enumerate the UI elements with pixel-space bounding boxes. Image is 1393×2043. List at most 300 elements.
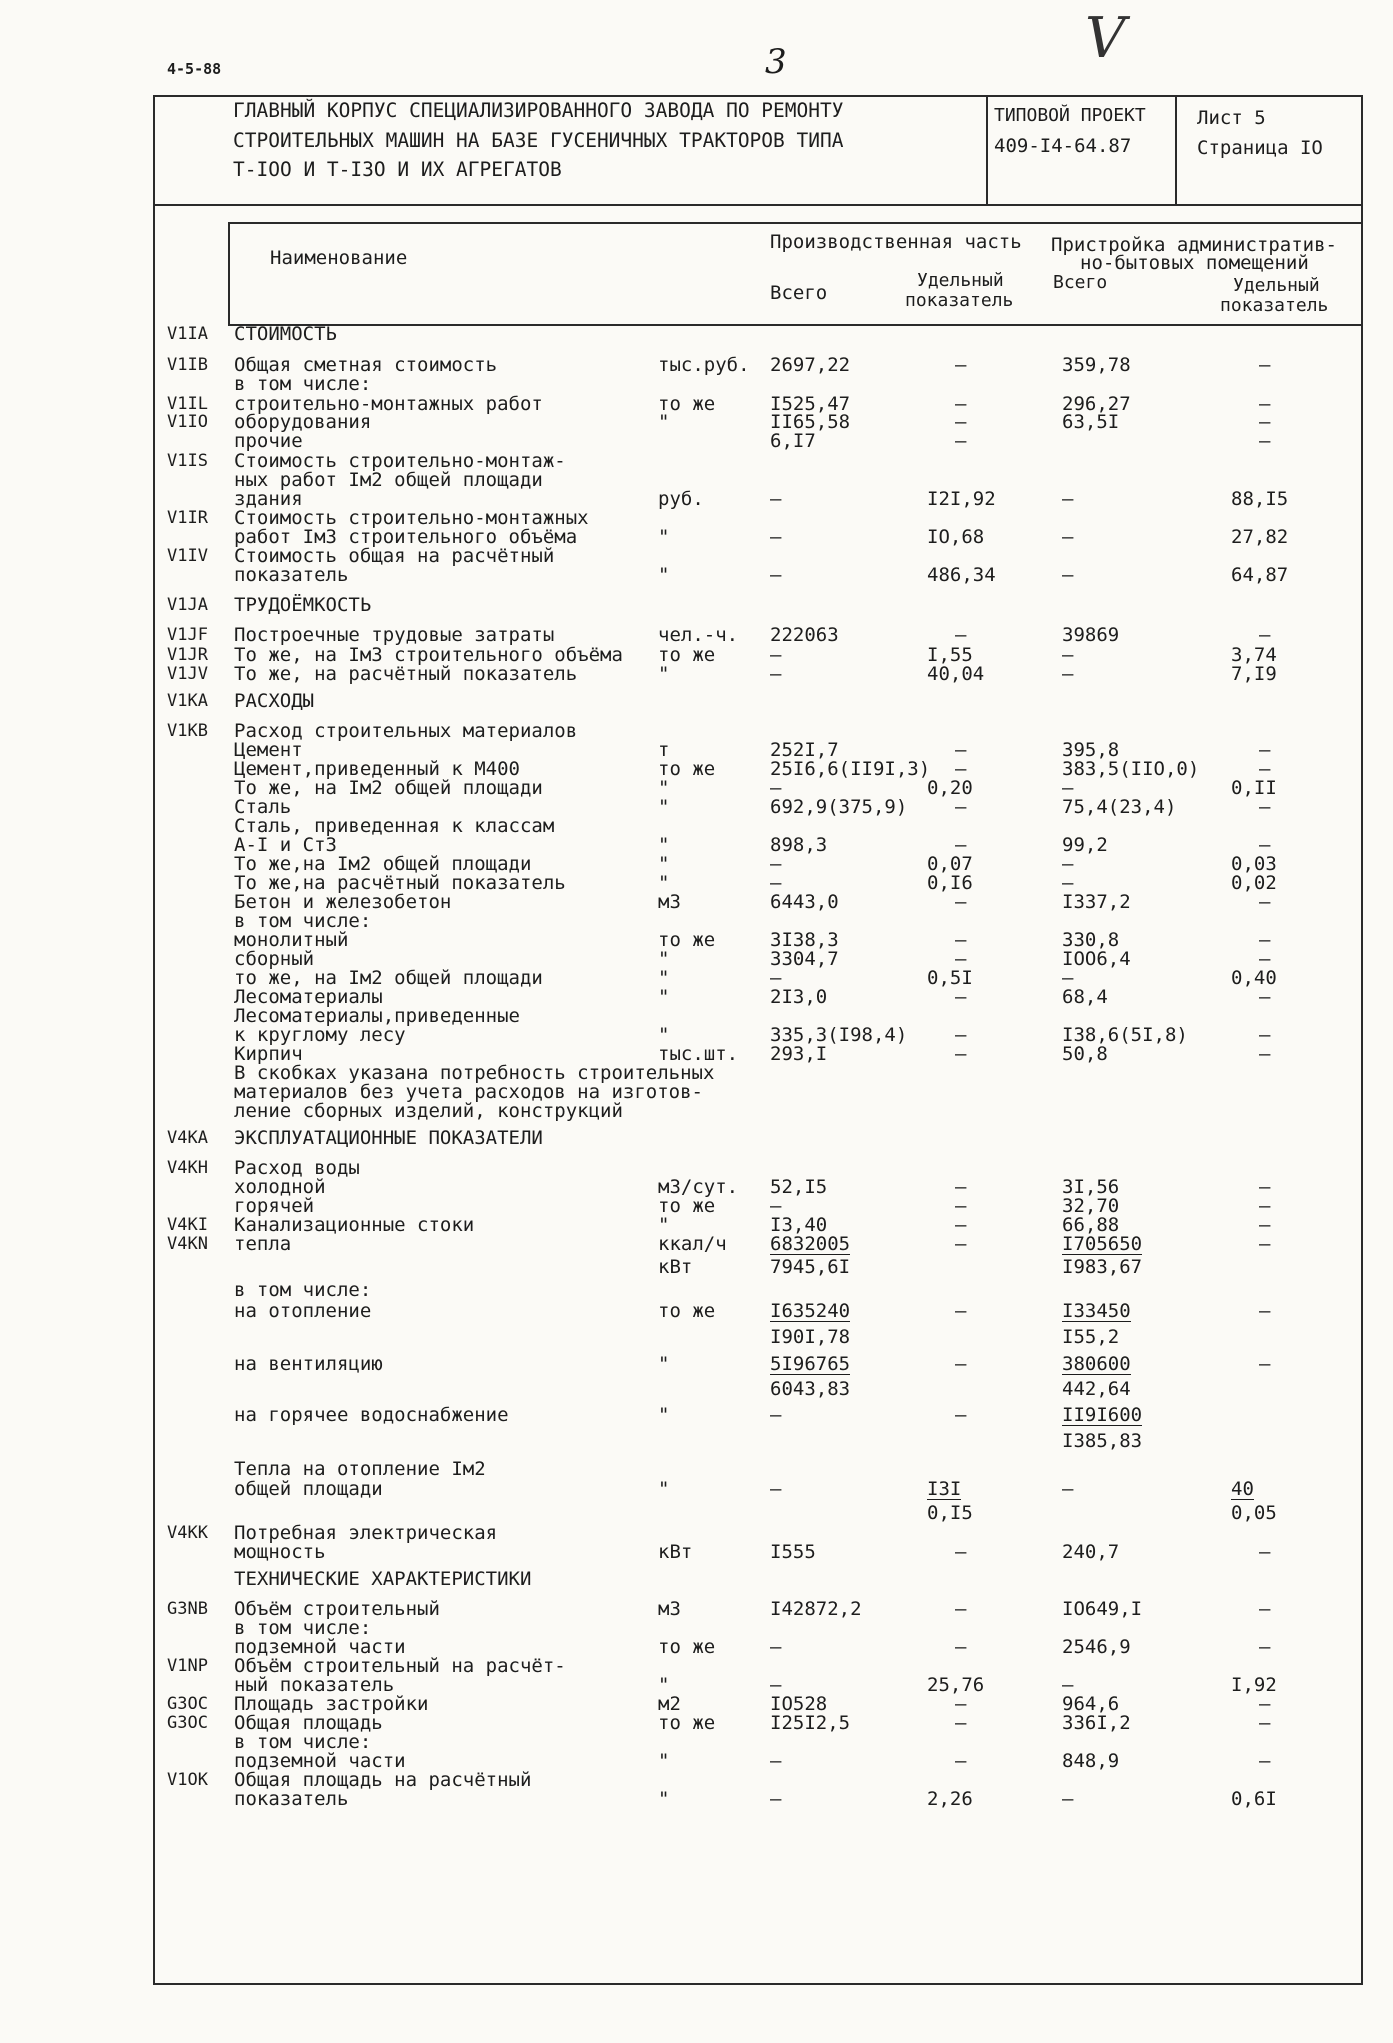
row-name: ных работ Iм2 общей площади [234,469,543,491]
row-code: G3NB [167,1599,208,1619]
row-name: ный показатель [234,1674,395,1696]
row-production-spec: – [955,796,967,818]
row-annex-total: – [1062,1674,1074,1696]
row-annex-total: I983,67 [1062,1256,1143,1278]
row-name: общей площади [234,1478,383,1500]
row-production-spec: – [955,1195,967,1217]
row-annex-spec: – [1259,739,1271,761]
row-unit: " [658,834,670,856]
row-unit: м3 [658,891,681,913]
row-name: Общая площадь [234,1712,383,1734]
row-annex-spec: – [1259,948,1271,970]
row-name: тепла [234,1233,292,1255]
row-production-total: – [770,1674,782,1696]
row-annex-total: – [1062,663,1074,685]
row-production-total: I42872,2 [770,1598,862,1620]
row-annex-total: I55,2 [1062,1326,1120,1348]
row-unit: " [658,1788,670,1810]
row-production-spec: – [955,834,967,856]
row-annex-total: 39869 [1062,624,1120,646]
row-unit: кВт [658,1256,693,1278]
row-production-total: 3I38,3 [770,929,839,951]
row-production-spec: I3I [927,1478,962,1500]
row-production-spec: – [955,430,967,452]
row-name: показатель [234,564,349,586]
row-annex-spec: – [1259,891,1271,913]
row-name: монолитный [234,929,349,951]
row-unit: м2 [658,1693,681,1715]
header-left-rule [228,222,230,325]
row-annex-spec: – [1259,1353,1271,1375]
row-annex-total: II9I600 [1062,1404,1143,1426]
row-production-total: 25I6,6(II9I,3) [770,758,931,780]
row-annex-spec: – [1259,624,1271,646]
row-unit: руб. [658,488,704,510]
row-name: материалов без учета расходов на изготов- [234,1081,703,1103]
row-unit: то же [658,1636,716,1658]
row-annex-total: 99,2 [1062,834,1108,856]
row-name: в том числе: [234,910,372,932]
row-name: Построечные трудовые затраты [234,624,555,646]
row-unit: " [658,777,670,799]
row-production-total: – [770,1195,782,1217]
row-annex-total: 848,9 [1062,1750,1120,1772]
row-production-total: – [770,1636,782,1658]
row-production-spec: I2I,92 [927,488,996,510]
row-code: V4KN [167,1234,208,1254]
row-production-spec: – [955,1176,967,1198]
row-production-total: 898,3 [770,834,828,856]
header-name: Наименование [270,247,408,269]
row-annex-spec: – [1259,1233,1271,1255]
row-name: Общая площадь на расчётный [234,1769,532,1791]
row-production-total: 7945,6I [770,1256,851,1278]
row-annex-total: 383,5(IIO,0) [1062,758,1200,780]
row-code: G3OC [167,1713,208,1733]
row-production-spec: – [955,986,967,1008]
row-annex-spec: – [1259,393,1271,415]
row-code: V4KK [167,1523,208,1543]
row-code: V1JA [167,595,208,615]
row-annex-spec: 0,6I [1231,1788,1277,1810]
handwritten-page-number: 3 [765,42,787,82]
row-name: сборный [234,948,315,970]
row-production-spec: – [955,1636,967,1658]
row-production-spec: 0,20 [927,777,973,799]
row-annex-spec: – [1259,354,1271,376]
row-unit: то же [658,644,716,666]
row-name: Сталь, приведенная к классам [234,815,555,837]
row-annex-spec: – [1259,986,1271,1008]
row-annex-spec: 0,II [1231,777,1277,799]
row-name: Объём строительный на расчёт- [234,1655,566,1677]
row-production-spec: 486,34 [927,564,996,586]
header-annex-total: Всего [1053,272,1108,293]
header-top-rule [228,222,1363,224]
row-production-total: 2697,22 [770,354,851,376]
row-code: V1IO [167,412,208,432]
row-production-spec: 0,I6 [927,872,973,894]
row-name: Расход воды [234,1157,360,1179]
row-name: оборудования [234,411,372,433]
row-production-total: – [770,564,782,586]
row-name: холодной [234,1176,326,1198]
row-unit: " [658,411,670,433]
title-line-3: Т-IOO И Т-I3O И ИХ АГРЕГАТОВ [233,158,562,181]
row-annex-total: – [1062,564,1074,586]
row-production-spec: – [955,948,967,970]
row-annex-total: 66,88 [1062,1214,1120,1236]
row-name: к круглому лесу [234,1024,406,1046]
title-divider-2 [1175,95,1177,205]
row-production-total: 293,I [770,1043,828,1065]
row-annex-spec: – [1259,834,1271,856]
row-annex-spec: 7,I9 [1231,663,1277,685]
row-code: V4KH [167,1158,208,1178]
row-unit: " [658,1478,670,1500]
row-unit: то же [658,929,716,951]
row-name: ление сборных изделий, конструкций [234,1100,623,1122]
row-name: на горячее водоснабжение [234,1404,509,1426]
row-annex-total: 296,27 [1062,393,1131,415]
row-production-total: I555 [770,1541,816,1563]
row-name: ТРУДОЁМКОСТЬ [234,594,372,616]
row-annex-spec: – [1259,1214,1271,1236]
page-label: Страница IO [1197,137,1323,159]
row-name: Лесоматериалы,приведенные [234,1005,520,1027]
row-production-total: – [770,1788,782,1810]
row-annex-total: 75,4(23,4) [1062,796,1177,818]
row-annex-total: 330,8 [1062,929,1120,951]
row-code: V1NP [167,1656,208,1676]
row-annex-total: 2546,9 [1062,1636,1131,1658]
row-production-spec: – [955,393,967,415]
row-production-spec: – [955,758,967,780]
row-production-spec: – [955,1214,967,1236]
row-code: V1JF [167,625,208,645]
row-annex-spec: – [1259,1024,1271,1046]
row-production-spec: – [955,1300,967,1322]
header-production-total: Всего [770,282,828,304]
row-unit: чел.-ч. [658,624,739,646]
row-unit: " [658,853,670,875]
row-production-total: – [770,967,782,989]
row-annex-spec: 0,40 [1231,967,1277,989]
row-production-spec: – [955,891,967,913]
row-production-total: I25I2,5 [770,1712,851,1734]
row-production-spec: I,55 [927,644,973,666]
row-name: То же, на расчётный показатель [234,663,578,685]
row-unit: " [658,967,670,989]
row-code: V1JR [167,645,208,665]
header-annex-spec-2: показатель [1220,295,1329,316]
row-annex-total: 63,5I [1062,411,1120,433]
row-annex-total: 240,7 [1062,1541,1120,1563]
row-name: Бетон и железобетон [234,891,452,913]
row-code: V4KA [167,1128,208,1148]
row-production-total: 252I,7 [770,739,839,761]
row-name: ТЕХНИЧЕСКИЕ ХАРАКТЕРИСТИКИ [234,1568,532,1590]
row-production-spec: – [955,411,967,433]
row-production-total: – [770,663,782,685]
row-production-total: 2I3,0 [770,986,828,1008]
project-number: 409-I4-64.87 [994,135,1132,157]
row-unit: " [658,1214,670,1236]
row-annex-spec: 3,74 [1231,644,1277,666]
row-code: V1IL [167,394,208,414]
row-annex-total: – [1062,1788,1074,1810]
row-production-spec: – [955,1750,967,1772]
row-production-spec: – [955,1693,967,1715]
row-unit: " [658,564,670,586]
row-name: здания [234,488,303,510]
row-unit: " [658,1404,670,1426]
row-name: То же,на расчётный показатель [234,872,566,894]
row-production-spec: 25,76 [927,1674,985,1696]
row-name: Тепла на отопление Iм2 [234,1458,486,1480]
row-unit: то же [658,1195,716,1217]
row-production-total: 5I96765 [770,1353,851,1375]
row-code: V1JV [167,664,208,684]
row-production-spec: 40,04 [927,663,985,685]
row-name: Канализационные стоки [234,1214,475,1236]
row-name: То же,на Iм2 общей площади [234,853,532,875]
row-unit: " [658,1024,670,1046]
row-unit: " [658,1750,670,1772]
row-production-total: – [770,1404,782,1426]
row-production-spec: – [955,929,967,951]
header-production-spec-1: Удельный [917,270,1004,291]
project-label: ТИПОВОЙ ПРОЕКТ [994,105,1146,126]
row-annex-total: I33450 [1062,1300,1131,1322]
row-annex-total: I705650 [1062,1233,1143,1255]
row-annex-total: 380600 [1062,1353,1131,1375]
header-production-spec-2: показатель [905,290,1014,311]
row-annex-total: 359,78 [1062,354,1131,376]
row-code: V1OK [167,1770,208,1790]
row-annex-total: – [1062,1478,1074,1500]
row-annex-total: – [1062,526,1074,548]
header-production-part: Производственная часть [770,231,1022,253]
row-annex-total: 336I,2 [1062,1712,1131,1734]
row-annex-spec: 88,I5 [1231,488,1289,510]
row-annex-spec: 0,02 [1231,872,1277,894]
row-name: в том числе: [234,1279,372,1301]
row-unit: то же [658,393,716,415]
row-annex-spec: – [1259,1598,1271,1620]
row-annex-spec: – [1259,1195,1271,1217]
row-unit: то же [658,758,716,780]
row-annex-spec: – [1259,1712,1271,1734]
row-annex-spec: – [1259,1176,1271,1198]
row-production-spec: – [955,1712,967,1734]
row-production-total: 52,I5 [770,1176,828,1198]
row-name: в том числе: [234,373,372,395]
row-unit: то же [658,1712,716,1734]
row-unit: " [658,1353,670,1375]
row-annex-total: – [1062,853,1074,875]
row-name: А-I и Ст3 [234,834,337,856]
row-name: то же, на Iм2 общей площади [234,967,543,989]
row-production-total: 335,3(I98,4) [770,1024,908,1046]
row-name: То же, на Iм2 общей площади [234,777,543,799]
row-annex-spec: – [1259,796,1271,818]
row-production-spec: 0,5I [927,967,973,989]
row-name: Площадь застройки [234,1693,429,1715]
row-unit: то же [658,1300,716,1322]
row-annex-total: I385,83 [1062,1430,1143,1452]
row-annex-total: 50,8 [1062,1043,1108,1065]
row-name: СТОИМОСТЬ [234,323,337,345]
row-annex-total: – [1062,777,1074,799]
row-name: Цемент [234,739,303,761]
row-production-total: – [770,1478,782,1500]
row-name: Стоимость строительно-монтажных [234,507,589,529]
row-unit: " [658,948,670,970]
row-name: горячей [234,1195,315,1217]
row-production-spec: IO,68 [927,526,985,548]
row-production-total: 692,9(375,9) [770,796,908,818]
row-annex-total: 442,64 [1062,1378,1131,1400]
row-unit: " [658,663,670,685]
row-annex-total: 964,6 [1062,1693,1120,1715]
row-name: Цемент,приведенный к М400 [234,758,520,780]
row-code: V1IA [167,324,208,344]
row-unit: " [658,526,670,548]
row-production-total: – [770,777,782,799]
row-production-spec: – [955,1043,967,1065]
row-production-total: 6832005 [770,1233,851,1255]
handwritten-check-mark: V [1085,6,1126,71]
sheet-label: Лист 5 [1197,107,1266,129]
header-annex-line-2: но-бытовых помещений [1080,252,1309,274]
row-name: мощность [234,1541,326,1563]
row-production-total: – [770,644,782,666]
row-production-spec: – [955,624,967,646]
row-production-total: 6,I7 [770,430,816,452]
row-production-spec: – [955,1404,967,1426]
title-line-1: ГЛАВНЫЙ КОРПУС СПЕЦИАЛИЗИРОВАННОГО ЗАВОДА ПО РЕМОНТУ [233,99,844,122]
row-name: Лесоматериалы [234,986,383,1008]
row-name: подземной части [234,1636,406,1658]
row-annex-total: 3I,56 [1062,1176,1120,1198]
corner-code: 4-5-88 [167,60,222,78]
row-name: показатель [234,1788,349,1810]
row-name: Общая сметная стоимость [234,354,498,376]
row-annex-total: IO649,I [1062,1598,1143,1620]
row-name: Кирпич [234,1043,303,1065]
row-annex-spec: 27,82 [1231,526,1289,548]
row-annex-total: 68,4 [1062,986,1108,1008]
title-bottom-rule [153,204,1363,206]
row-name: Стоимость общая на расчётный [234,545,555,567]
row-production-spec: – [955,1353,967,1375]
row-production-total: I90I,78 [770,1326,851,1348]
row-unit: кВт [658,1541,693,1563]
row-production-spec: – [955,1541,967,1563]
row-name: Потребная электрическая [234,1522,498,1544]
row-code: V4KI [167,1215,208,1235]
row-unit: тыс.руб. [658,354,750,376]
row-unit: " [658,1674,670,1696]
row-production-spec: – [955,1024,967,1046]
header-bottom-rule [228,324,1363,326]
row-production-total: 6043,83 [770,1378,851,1400]
row-name: на отопление [234,1300,372,1322]
row-code: V1KA [167,691,208,711]
row-name: Стоимость строительно-монтаж- [234,450,566,472]
row-production-total: 6443,0 [770,891,839,913]
row-annex-total: – [1062,967,1074,989]
row-code: V1IR [167,508,208,528]
row-name: строительно-монтажных работ [234,393,543,415]
row-unit: " [658,872,670,894]
header-annex-line-1: Пристройка административ- [1051,234,1337,256]
row-name: на вентиляцию [234,1353,383,1375]
row-annex-spec: 64,87 [1231,564,1289,586]
row-name: Объём строительный [234,1598,440,1620]
row-annex-spec: – [1259,929,1271,951]
row-production-total: IO528 [770,1693,828,1715]
row-production-total: I3,40 [770,1214,828,1236]
row-unit: т [658,739,670,761]
row-annex-spec: – [1259,1043,1271,1065]
row-name: То же, на Iм3 строительного объёма [234,644,623,666]
row-unit: " [658,986,670,1008]
row-production-total: – [770,488,782,510]
row-annex-spec: – [1259,1693,1271,1715]
row-code: V1IS [167,451,208,471]
row-production-spec: 0,07 [927,853,973,875]
row-name: Сталь [234,796,292,818]
row-annex-total: 32,70 [1062,1195,1120,1217]
row-unit: м3 [658,1598,681,1620]
row-production-total: I525,47 [770,393,851,415]
row-annex-spec: – [1259,758,1271,780]
row-code: V1KB [167,721,208,741]
row-code: V1IV [167,546,208,566]
row-annex-total: IOO6,4 [1062,948,1131,970]
row-unit: тыс.шт. [658,1043,739,1065]
row-name: РАСХОДЫ [234,690,315,712]
row-name: В скобках указана потребность строительных [234,1062,715,1084]
row-production-total: – [770,526,782,548]
row-code: V1IB [167,355,208,375]
row-annex-spec: 0,05 [1231,1502,1277,1524]
row-code: G3OC [167,1694,208,1714]
row-name: в том числе: [234,1731,372,1753]
row-name: работ Iм3 строительного объёма [234,526,578,548]
row-annex-total: – [1062,488,1074,510]
row-production-spec: – [955,739,967,761]
row-unit: ккал/ч [658,1233,727,1255]
row-name: в том числе: [234,1617,372,1639]
row-production-spec: – [955,354,967,376]
row-annex-total: 395,8 [1062,739,1120,761]
row-unit: м3/сут. [658,1176,739,1198]
row-production-spec: 2,26 [927,1788,973,1810]
row-production-spec: – [955,1598,967,1620]
row-name: прочие [234,430,303,452]
row-production-total: – [770,1750,782,1772]
row-production-total: II65,58 [770,411,851,433]
row-annex-total: I337,2 [1062,891,1131,913]
row-production-total: – [770,872,782,894]
row-annex-total: – [1062,644,1074,666]
row-annex-spec: – [1259,1750,1271,1772]
row-annex-spec: – [1259,411,1271,433]
row-production-total: I635240 [770,1300,851,1322]
